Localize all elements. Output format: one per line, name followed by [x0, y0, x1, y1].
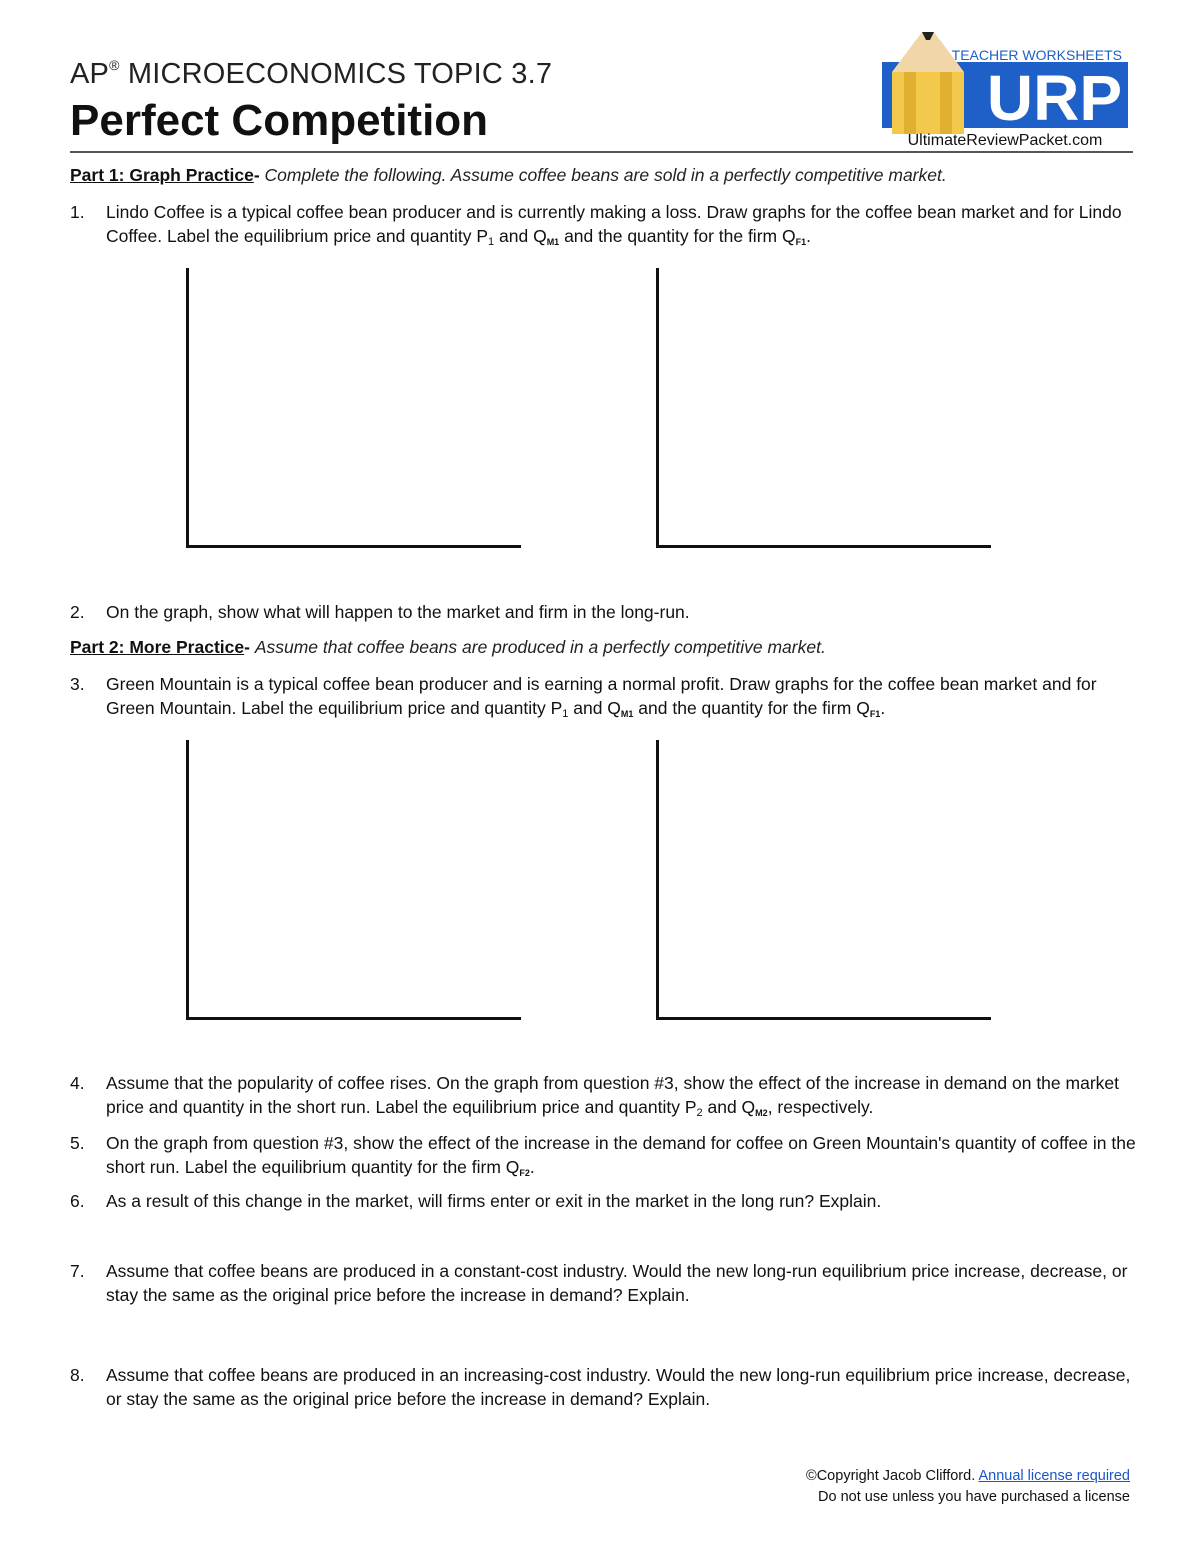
question-text: Lindo Coffee is a typical coffee bean producer and is currently making a loss. Draw graphs for the coffee bean market and for Lindo Coffee. Label the equilibrium price and quantity $P_1$ and $Q_{M1}$ and the quantity for the firm $Q_{F1}$.: [106, 202, 1122, 248]
x-axis: [656, 545, 991, 548]
graph-axes-market-3[interactable]: [186, 740, 526, 1020]
question-7: [70, 1259, 1140, 1309]
part2-heading: [70, 637, 826, 658]
topic-label: MICROECONOMICS TOPIC 3.7: [127, 58, 553, 90]
question-text: Green Mountain is a typical coffee bean producer and is earning a normal profit. Draw graphs for the coffee bean market and for Green Mountain. Label the equilibrium price and quantity $P_1$ and $Q_{M1}$ and the quantity for the firm $Q_{F1}$.: [106, 674, 1097, 720]
question-text: Assume that coffee beans are produced in a constant-cost industry. Would the new long-run equilibrium price increase, decrease, or stay the same as the original price before the increase in demand? Explain.: [106, 1261, 1128, 1305]
question-1: [70, 200, 1140, 250]
part1-label: Part 1: Graph Practice: [70, 165, 254, 185]
logo-brand: URP: [986, 62, 1122, 134]
question-2: [70, 600, 1140, 624]
y-axis: [186, 268, 189, 548]
y-axis: [186, 740, 189, 1020]
question-number: 3.: [70, 674, 85, 694]
urp-logo: [882, 32, 1128, 150]
question-text: As a result of this change in the market, will firms enter or exit in the market in the long run? Explain.: [106, 1191, 882, 1211]
question-number: 8.: [70, 1365, 85, 1385]
graph-axes-market-1[interactable]: [186, 268, 526, 548]
part1-instructions: Complete the following. Assume coffee beans are sold in a perfectly competitive market.: [264, 165, 947, 185]
topic-heading: [70, 58, 552, 91]
question-number: 2.: [70, 602, 85, 622]
question-3: [70, 672, 1140, 722]
graph-axes-firm-1[interactable]: [656, 268, 996, 548]
question-text: On the graph, show what will happen to the market and firm in the long-run.: [106, 602, 690, 622]
y-axis: [656, 268, 659, 548]
graph-axes-firm-3[interactable]: [656, 740, 996, 1020]
part1-dash: -: [253, 165, 265, 185]
question-6: [70, 1189, 1140, 1213]
question-number: 4.: [70, 1073, 85, 1093]
page-title: Perfect Competition: [70, 96, 489, 145]
registered-mark: ®: [109, 57, 120, 74]
license-link[interactable]: Annual license required: [978, 1468, 1130, 1484]
question-text: Assume that coffee beans are produced in an increasing-cost industry. Would the new long-run equilibrium price increase, decrease, or stay the same as the original price before the increase in demand? Explain.: [106, 1365, 1131, 1409]
y-axis: [656, 740, 659, 1020]
copyright-text: ©Copyright Jacob Clifford.: [806, 1468, 979, 1484]
question-number: 1.: [70, 202, 85, 222]
part2-label: Part 2: More Practice: [70, 637, 245, 657]
question-5: [70, 1131, 1140, 1181]
x-axis: [656, 1017, 991, 1020]
question-8: [70, 1363, 1140, 1413]
part2-instructions: Assume that coffee beans are produced in a perfectly competitive market.: [254, 637, 826, 657]
question-number: 7.: [70, 1261, 85, 1281]
x-axis: [186, 545, 521, 548]
question-number: 5.: [70, 1133, 85, 1153]
part2-dash: -: [244, 637, 255, 657]
question-4: [70, 1071, 1140, 1121]
header-divider: [70, 151, 1133, 153]
logo-tagline: TEACHER WORKSHEETS: [951, 47, 1122, 63]
question-text: Assume that the popularity of coffee rises. On the graph from question #3, show the effect of the increase in demand on the market price and quantity in the short run. Label the equilibrium price and quantity $P_2$ and $Q_{M2}$, respectively.: [106, 1073, 1119, 1119]
license-notice: Do not use unless you have purchased a license: [818, 1489, 1130, 1505]
copyright-line: [806, 1468, 1130, 1484]
logo-site: UltimateReviewPacket.com: [907, 132, 1103, 149]
ap-prefix: AP: [70, 58, 110, 90]
question-number: 6.: [70, 1191, 85, 1211]
question-text: On the graph from question #3, show the effect of the increase in the demand for coffee on Green Mountain's quantity of coffee in the short run. Label the equilibrium quantity for the firm $Q_{F2}$.: [106, 1133, 1136, 1178]
x-axis: [186, 1017, 521, 1020]
part1-heading: [70, 165, 947, 186]
